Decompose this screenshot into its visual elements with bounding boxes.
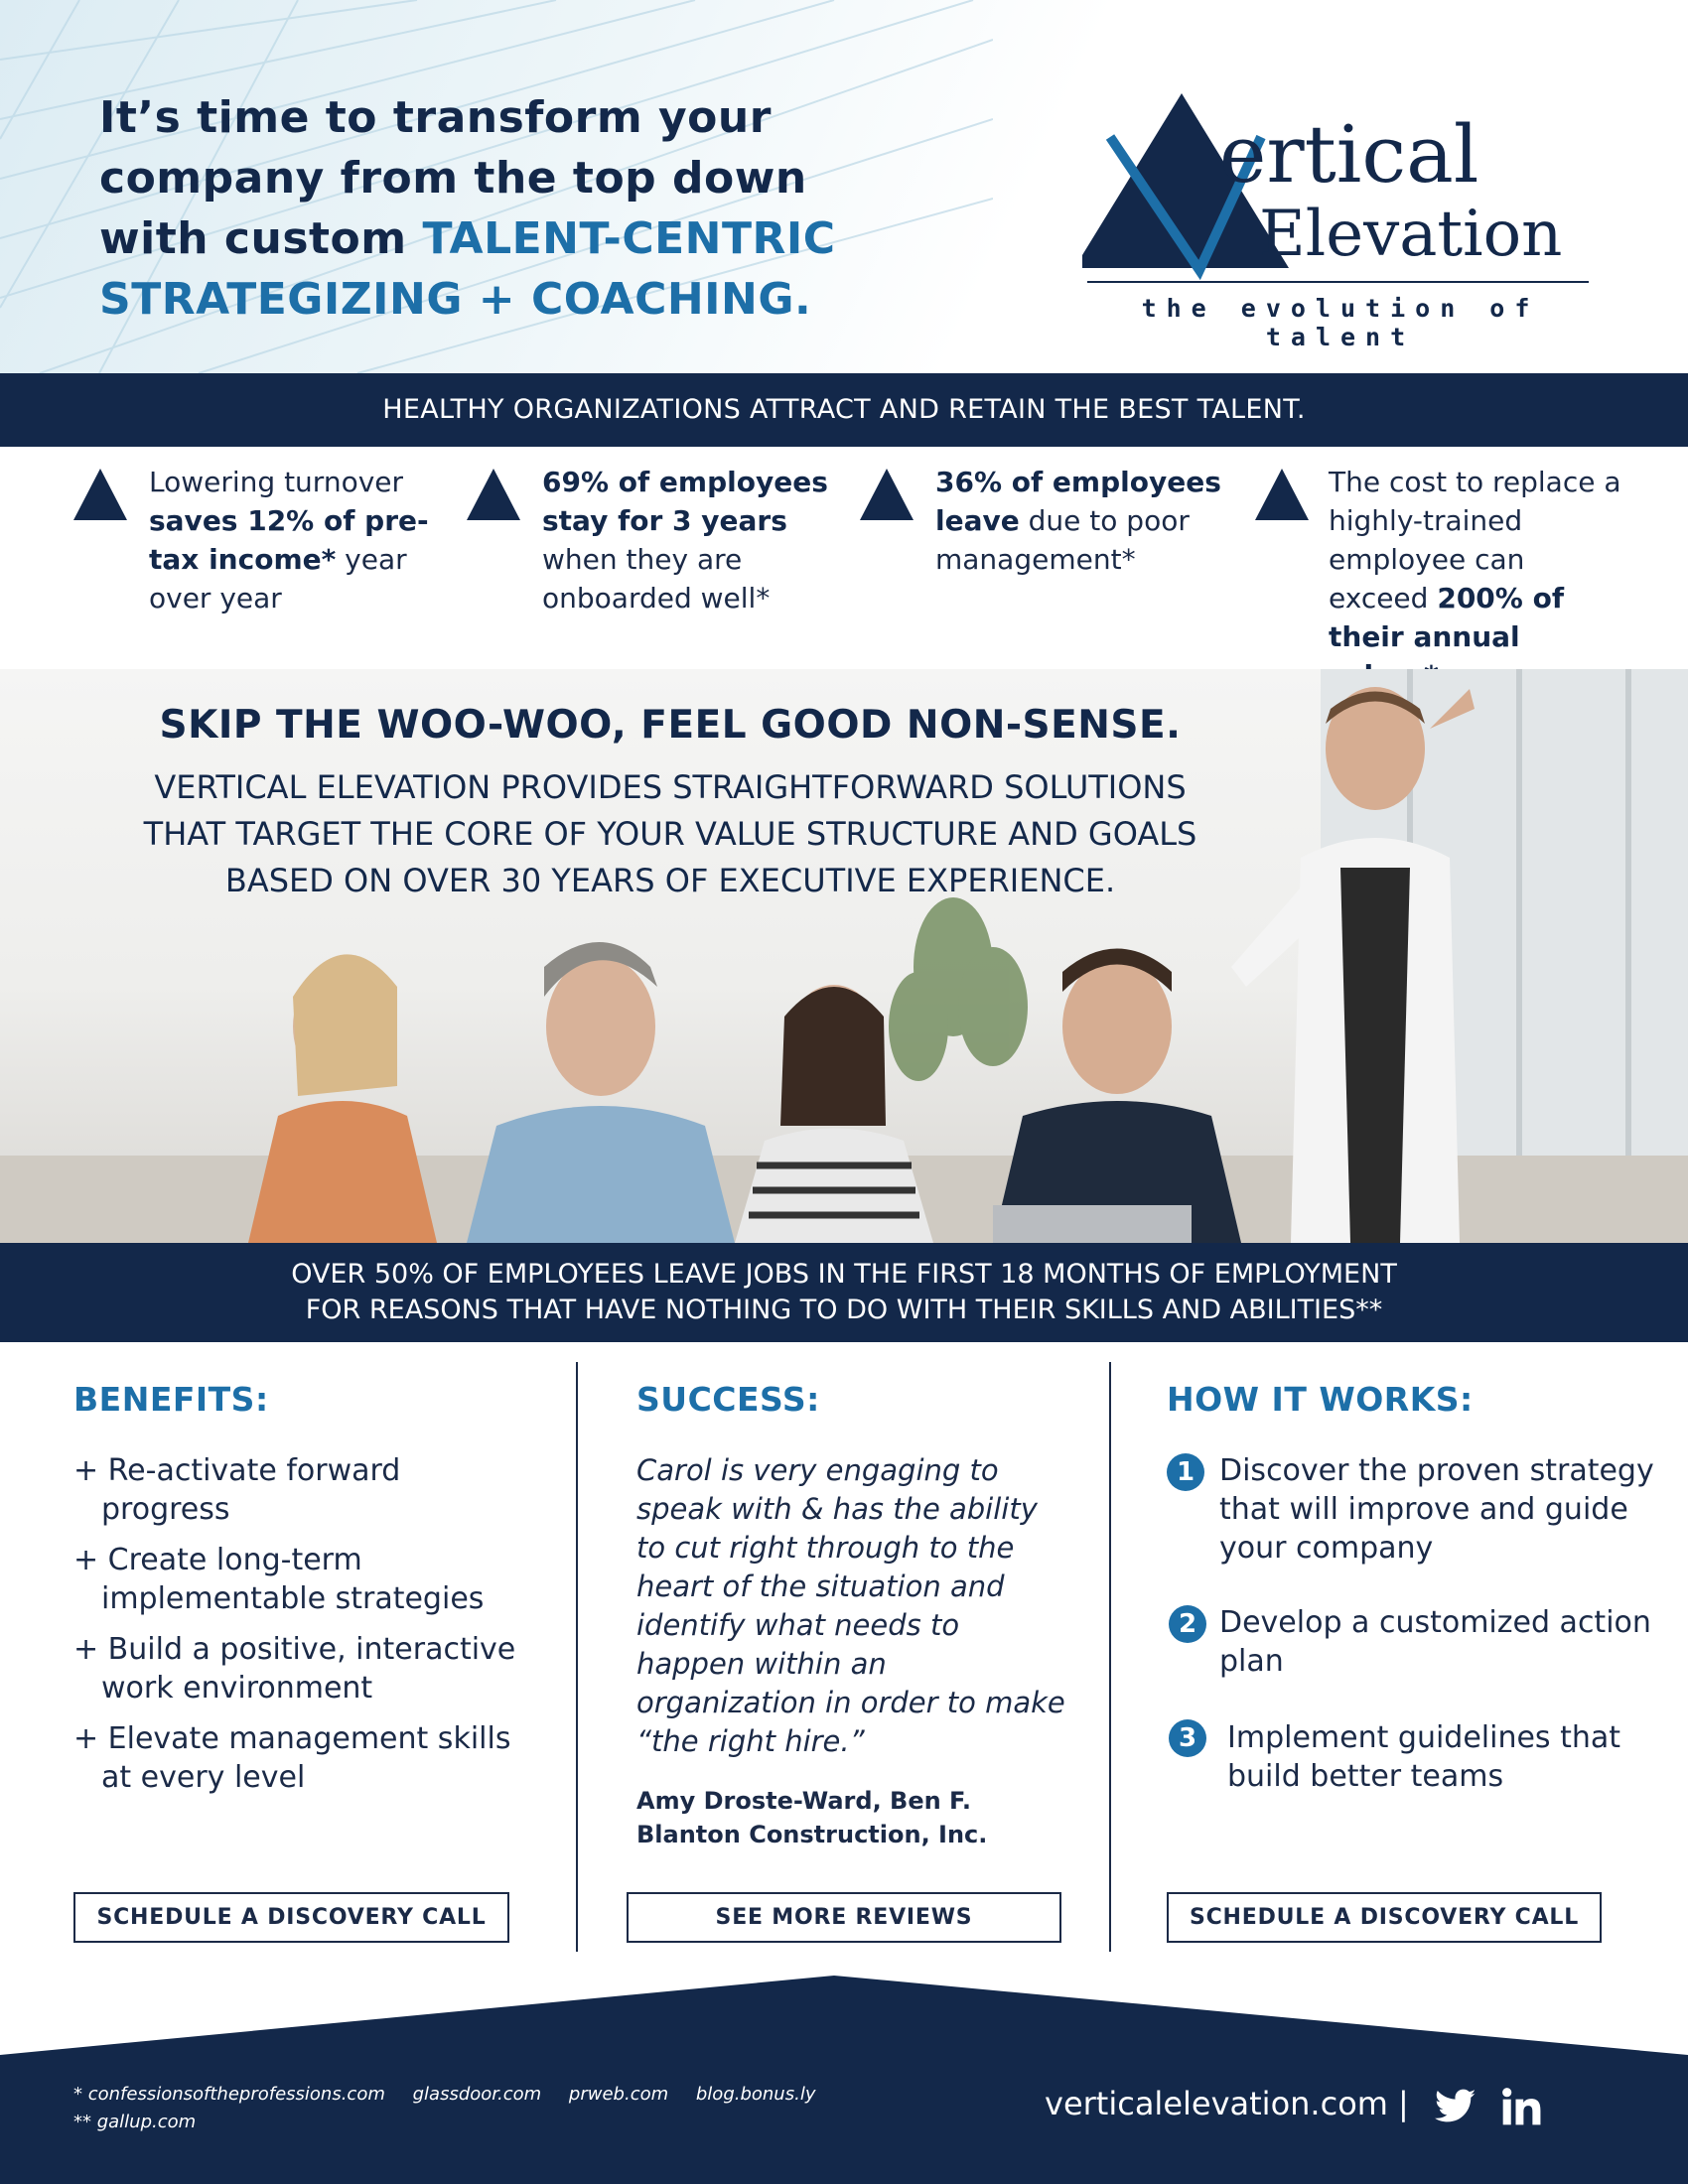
step-3-number-icon: 3 — [1169, 1719, 1206, 1757]
stat-4-pre: The cost to replace a highly-trained employee can exceed — [1329, 466, 1621, 614]
hero-line-3-plain: with custom — [99, 213, 423, 264]
benefit-item: + Elevate management skills at every level — [73, 1721, 511, 1795]
hero-highlight-1: TALENT-CENTRIC — [422, 213, 836, 264]
hero-line-2: company from the top down — [99, 153, 807, 204]
schedule-discovery-call-button[interactable]: SCHEDULE A DISCOVERY CALL — [1167, 1892, 1602, 1943]
step-1-text: Discover the proven strategy that will improve and guide your company — [1219, 1453, 1654, 1566]
stat-4-bold: 200% of their annual — [1329, 582, 1565, 653]
schedule-discovery-call-button[interactable]: SCHEDULE A DISCOVERY CALL — [73, 1892, 509, 1943]
logo-word-elevation: Elevation — [1259, 198, 1563, 271]
feature-line-3: BASED ON OVER 30 YEARS OF EXECUTIVE EXPERIENCE. — [224, 862, 1116, 899]
step-3-text: Implement guidelines that build better teams — [1227, 1720, 1621, 1794]
footer-separator: | — [1398, 2085, 1409, 2122]
feature-title: SKIP THE WOO-WOO, FEEL GOOD NON-SENSE. — [159, 703, 1182, 748]
feature-line-2: THAT TARGET THE CORE OF YOUR VALUE STRUCTURE AND GOALS — [143, 815, 1197, 853]
success-heading-text: SUCCESS: — [636, 1380, 820, 1419]
source-link[interactable]: * confessionsoftheprofessions.com — [73, 2084, 385, 2105]
benefit-item: + Re-activate forward progress — [73, 1453, 401, 1527]
feature-body — [0, 764, 1340, 904]
hero-line-3 — [99, 208, 894, 269]
linkedin-icon[interactable] — [1499, 2085, 1543, 2128]
step-2-number-icon: 2 — [1169, 1605, 1206, 1643]
stat-management — [935, 463, 1223, 579]
stat-replacement-cost — [1329, 463, 1626, 695]
source-link[interactable]: glassdoor.com — [412, 2084, 542, 2105]
benefit-item: + Build a positive, interactive work environment — [73, 1632, 516, 1706]
website-link[interactable]: verticalelevation.com — [1045, 2085, 1388, 2122]
stat-2-bold: 69% of employees stay for 3 years — [542, 466, 828, 537]
twitter-icon[interactable] — [1434, 2085, 1477, 2128]
triangle-icon — [465, 467, 522, 522]
stat-1-pre: Lowering turnover — [149, 466, 404, 498]
column-divider — [1109, 1362, 1111, 1952]
source-link[interactable]: prweb.com — [568, 2084, 669, 2105]
how-it-works-heading — [1167, 1380, 1474, 1419]
step-2-text: Develop a customized action plan — [1219, 1605, 1651, 1679]
source-link[interactable]: ** gallup.com — [73, 2112, 197, 2132]
benefit-item: + Create long-term implementable strategies — [73, 1543, 485, 1616]
hero-headline — [99, 87, 894, 330]
source-link[interactable]: blog.bonus.ly — [695, 2084, 816, 2105]
footer — [0, 1976, 1688, 2184]
stat-turnover — [149, 463, 447, 617]
banner-healthy-organizations: HEALTHY ORGANIZATIONS ATTRACT AND RETAIN THE BEST TALENT. — [0, 373, 1688, 447]
team-meeting-illustration — [0, 669, 1688, 1243]
triangle-icon — [858, 467, 915, 522]
triangle-icon — [71, 467, 129, 522]
benefits-heading-text: BENEFITS: — [73, 1380, 269, 1419]
logo-tagline: the evolution of talent — [1141, 294, 1540, 351]
stat-2-post: when they are onboarded well* — [542, 543, 771, 614]
footnote-sources — [73, 2081, 837, 2136]
stat-3-post: due to poor management* — [935, 504, 1190, 576]
hero-line-1: It’s time to transform your — [99, 92, 772, 143]
logo-rule — [1087, 281, 1589, 283]
testimonial-author: Amy Droste-Ward, Ben F. Blanton Construction, Inc. — [636, 1787, 988, 1848]
footer-background — [0, 1976, 1688, 2184]
banner-mid-line-1: OVER 50% OF EMPLOYEES LEAVE JOBS IN THE FIRST 18 MONTHS OF EMPLOYMENT — [291, 1259, 1397, 1290]
testimonial-quote: Carol is very engaging to speak with & has the ability to cut right through to the heart of the situation and identify what needs to happen within an organization in order to make “the right hire.” — [636, 1453, 1065, 1758]
success-heading — [636, 1380, 820, 1419]
banner-employee-turnover — [0, 1243, 1688, 1342]
see-more-reviews-button[interactable]: SEE MORE REVIEWS — [627, 1892, 1061, 1943]
how-it-works-heading-text: HOW IT WORKS: — [1167, 1380, 1474, 1419]
step-1-number-icon: 1 — [1167, 1453, 1204, 1491]
stat-1-post: year over year — [149, 543, 407, 614]
team-meeting-photo — [0, 669, 1688, 1243]
benefits-heading — [73, 1380, 269, 1419]
logo-word-ertical: ertical — [1219, 108, 1479, 201]
hero-highlight-2: STRATEGIZING + COACHING. — [99, 274, 812, 325]
feature-line-1: VERTICAL ELEVATION PROVIDES STRAIGHTFORWARD SOLUTIONS — [154, 768, 1187, 806]
column-divider — [576, 1362, 578, 1952]
stat-1-bold: saves 12% of pre-tax income* — [149, 504, 429, 576]
stat-3-bold: 36% of employees leave — [935, 466, 1221, 537]
banner-mid-line-2: FOR REASONS THAT HAVE NOTHING TO DO WITH THEIR SKILLS AND ABILITIES** — [305, 1295, 1383, 1325]
triangle-icon — [1253, 467, 1311, 522]
stat-onboarding — [542, 463, 830, 617]
